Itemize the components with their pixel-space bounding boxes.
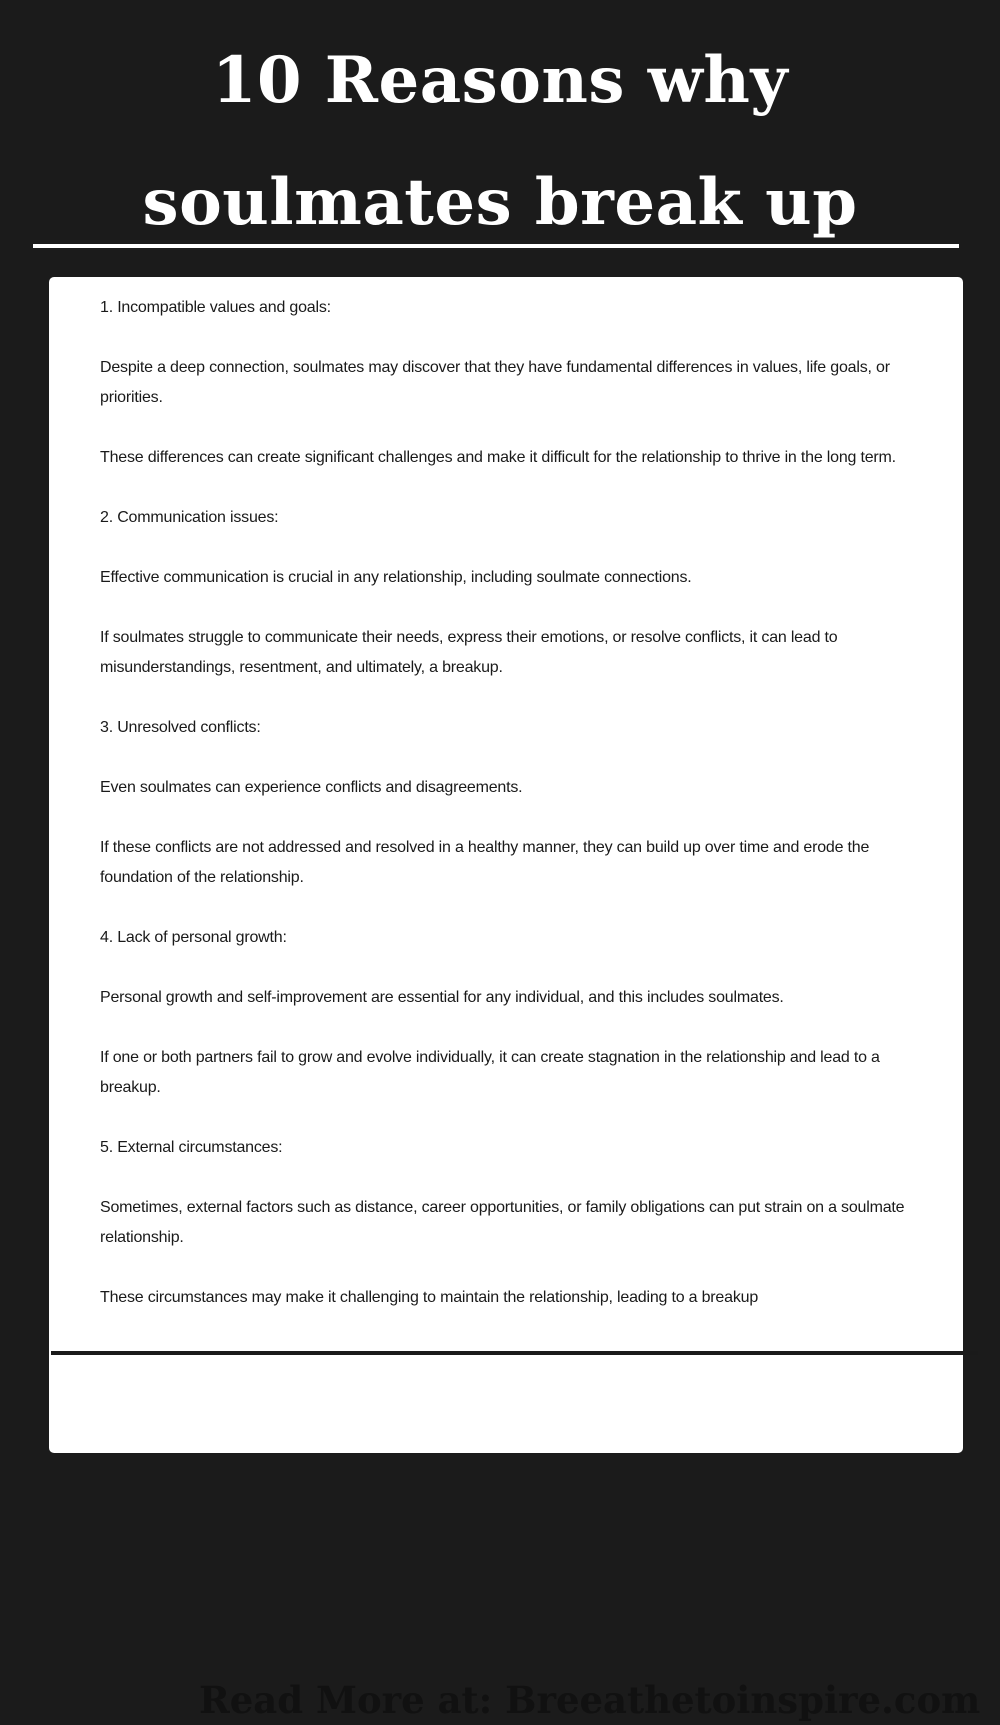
reason-1-heading: 1. Incompatible values and goals:	[100, 299, 331, 316]
reason-5-paragraph-2: These circumstances may make it challenging to maintain the relationship, leading to a breakup	[100, 1289, 759, 1306]
reason-4-paragraph-1: Personal growth and self-improvement are essential for any individual, and this includes soulmates.	[100, 989, 784, 1006]
page-title-line-1: 10 Reasons why	[211, 43, 789, 118]
reason-3-heading: 3. Unresolved conflicts:	[100, 719, 261, 736]
reason-3-paragraph-2: If these conflicts are not addressed and resolved in a healthy manner, they can build up over time and erode the foundation of the relationship.	[100, 839, 870, 886]
reason-2-paragraph-2: If soulmates struggle to communicate their needs, express their emotions, or resolve conflicts, it can lead to misunderstandings, resentment, and ultimately, a breakup.	[100, 629, 838, 676]
page-header	[0, 20, 1000, 264]
reason-3-paragraph-1: Even soulmates can experience conflicts and disagreements.	[100, 779, 523, 796]
article-body	[100, 293, 930, 1313]
reason-4-heading: 4. Lack of personal growth:	[100, 929, 287, 946]
reason-2-heading: 2. Communication issues:	[100, 509, 279, 526]
reason-5-paragraph-1: Sometimes, external factors such as distance, career opportunities, or family obligations can put strain on a soulmate relationship.	[100, 1199, 905, 1246]
reason-5-heading: 5. External circumstances:	[100, 1139, 283, 1156]
reason-4-paragraph-2: If one or both partners fail to grow and evolve individually, it can create stagnation in the relationship and lead to a breakup.	[100, 1049, 880, 1096]
reason-2-paragraph-1: Effective communication is crucial in any relationship, including soulmate connections.	[100, 569, 692, 586]
reason-1-paragraph-2: These differences can create significant challenges and make it difficult for the relationship to thrive in the long term.	[100, 449, 896, 466]
content-card	[49, 277, 981, 1722]
read-more-link[interactable]: Read More at: Breeathetoinspire.com	[199, 1678, 981, 1722]
reason-1-paragraph-1: Despite a deep connection, soulmates may discover that they have fundamental differences in values, life goals, or priorities.	[100, 359, 890, 406]
page-title-line-2: soulmates break up	[142, 165, 858, 240]
footer-divider	[51, 1351, 978, 1355]
title-divider	[33, 244, 959, 248]
